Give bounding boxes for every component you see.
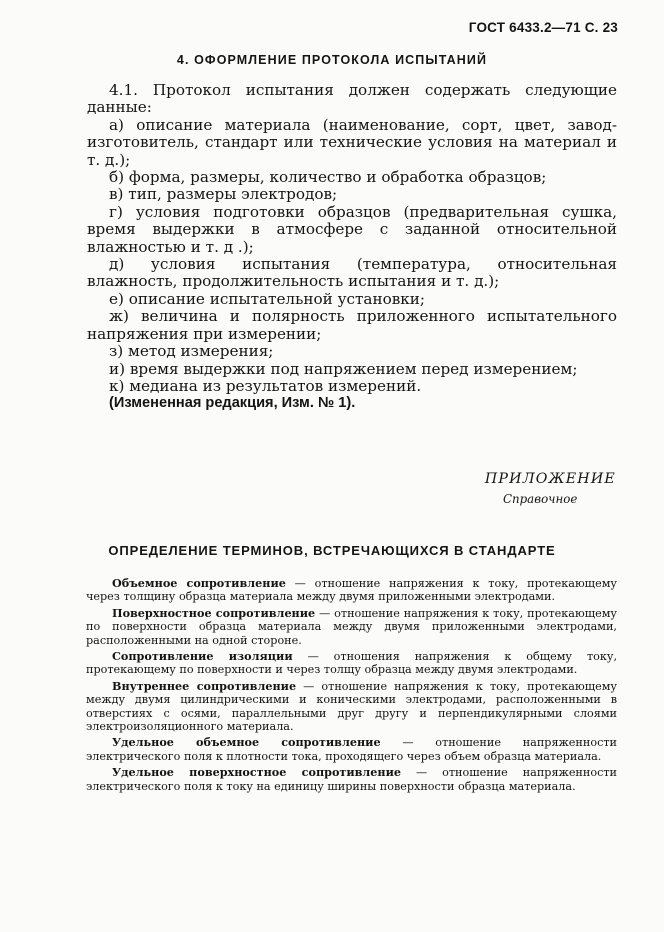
list-item: ж) величина и полярность приложенного испытательного напряжения при измерении; <box>87 307 617 343</box>
term-text: — отношение напряжения к току, протекающему по поверхности образца материала между двумя приложенными электродами, расположенными на одной стороне. <box>86 606 617 647</box>
term-name: Внутреннее сопротивление <box>112 678 297 693</box>
list-item: а) описание материала (наименование, сорт, цвет, завод-изготовитель, стандарт или технические условия на материал и т. д.); <box>87 115 617 169</box>
list-item: б) форма, размеры, количество и обработка образцов; <box>109 168 547 187</box>
term-definition <box>86 736 617 763</box>
list-item: д) условия испытания (температура, относительная влажность, продолжительность испытания и т. д.); <box>87 255 617 291</box>
term-text: — отношение напряжения к току, протекающему через толщину образца материала между двумя приложенными электродами. <box>86 577 617 604</box>
term-name: Удельное поверхностное сопротивление <box>112 765 402 780</box>
term-definition <box>86 577 617 604</box>
term-text: — отношения напряжения к общему току, протекающему по поверхности и через толщу образца между двумя электродами. <box>86 650 617 677</box>
protocol-section <box>87 82 617 413</box>
section-title: 4. ОФОРМЛЕНИЕ ПРОТОКОЛА ИСПЫТАНИЙ <box>176 53 488 67</box>
list-item: в) тип, размеры электродов; <box>109 185 338 204</box>
term-text: — отношение напряжения к току, протекающему между двумя цилиндрическими и коническими электродами, расположенными в отверстиях с осями, параллельными друг другу и перпендикулярными слоями электроизоляционного материала. <box>86 679 617 734</box>
term-name: Поверхностное сопротивление <box>112 605 316 620</box>
list-item: з) метод измерения; <box>109 342 274 361</box>
term-definition <box>86 680 617 734</box>
appendix-label: ПРИЛОЖЕНИЕ <box>484 471 616 487</box>
terms-title: ОПРЕДЕЛЕНИЕ ТЕРМИНОВ, ВСТРЕЧАЮЩИХСЯ В СТАНДАРТЕ <box>108 543 556 558</box>
term-name: Объемное сопротивление <box>112 576 286 590</box>
list-item: к) медиана из результатов измерений. <box>109 376 422 395</box>
appendix-sublabel: Справочное <box>503 492 578 506</box>
term-text: — отношение напряженности электрического поля к плотности тока, проходящего через объем образца материала. <box>86 736 617 763</box>
term-definition <box>86 607 617 647</box>
term-name: Сопротивление изоляции <box>112 649 293 664</box>
revision-note: (Измененная редакция, Изм. № 1). <box>109 395 356 412</box>
page-header: ГОСТ 6433.2—71 С. 23 <box>468 20 618 35</box>
section-intro: 4.1. Протокол испытания должен содержать следующие данные: <box>87 81 617 117</box>
list-item: г) условия подготовки образцов (предварительная сушка, время выдержки в атмосфере с заданной относительной влажностью и т. д .); <box>87 202 617 256</box>
term-definition <box>86 766 617 793</box>
term-definition <box>86 650 617 677</box>
list-item: е) описание испытательной установки; <box>109 289 426 308</box>
list-item: и) время выдержки под напряжением перед измерением; <box>109 359 578 378</box>
term-name: Удельное объемное сопротивление <box>112 735 381 750</box>
terms-list <box>86 577 617 796</box>
term-text: — отношение напряженности электрического поля к току на единицу ширины поверхности образца материала. <box>86 766 617 793</box>
